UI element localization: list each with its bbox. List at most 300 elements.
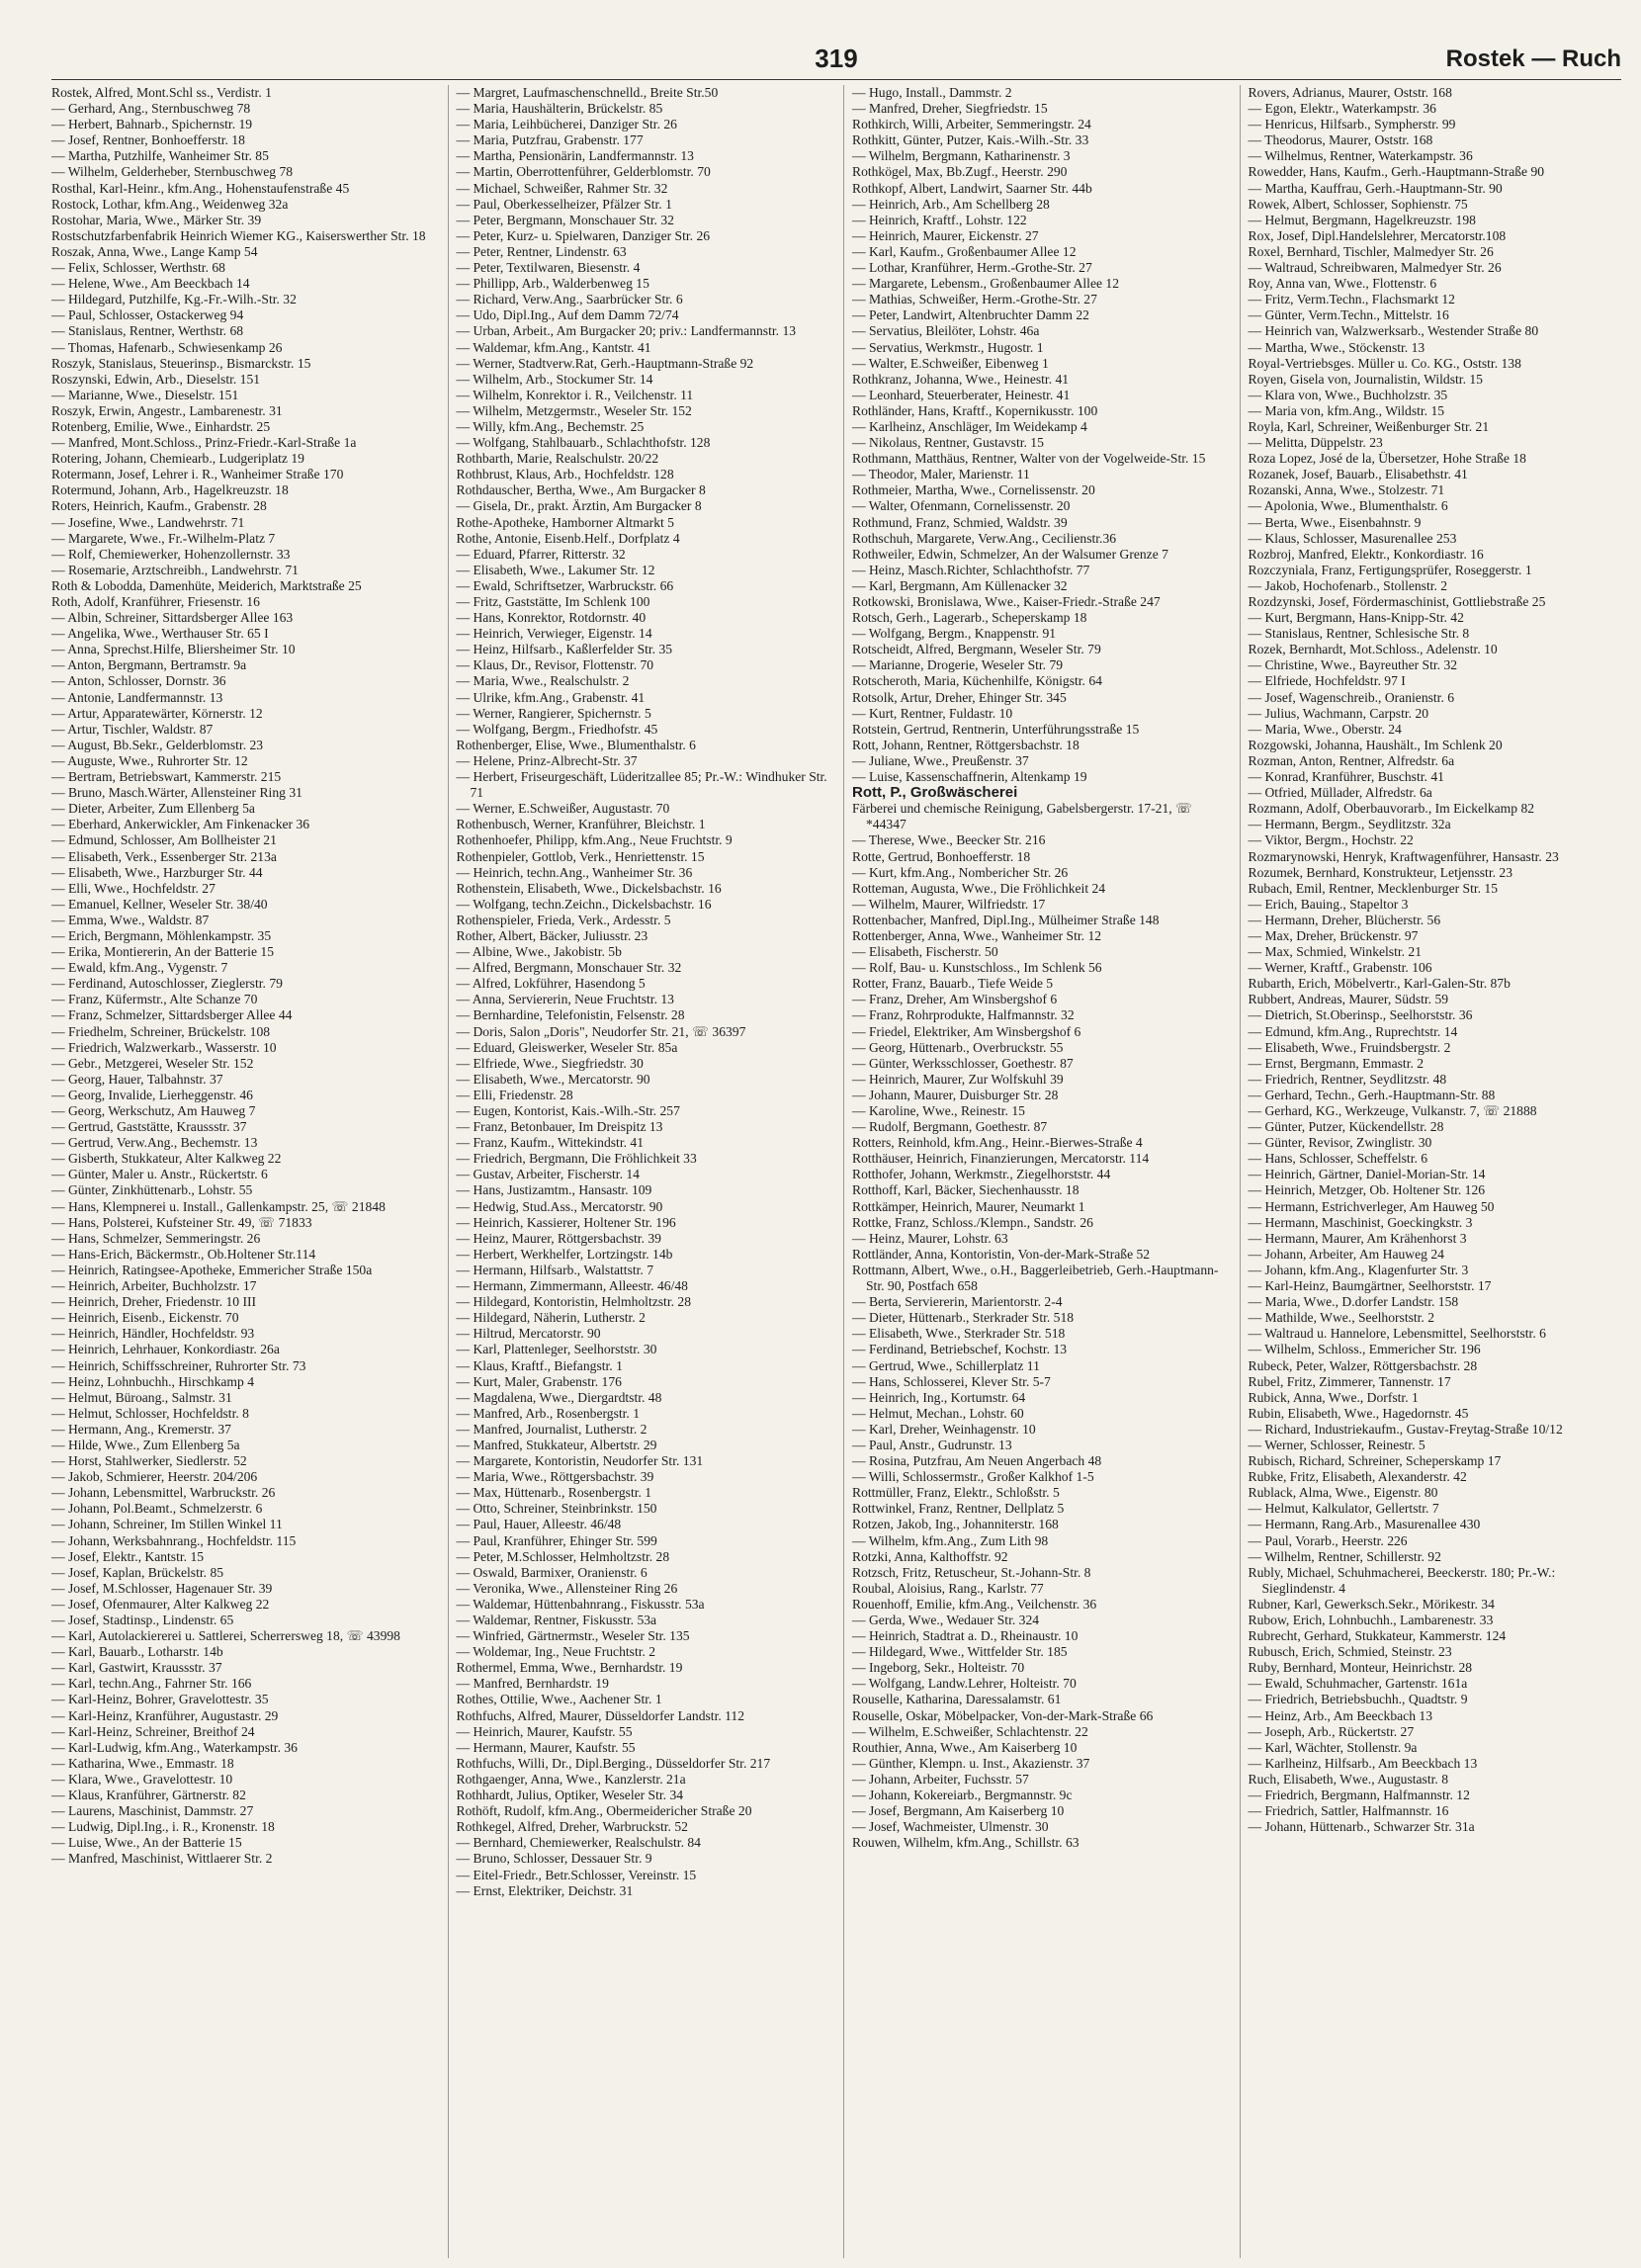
directory-entry: — Klaus, Dr., Revisor, Flottenstr. 70 — [456, 657, 654, 673]
directory-entry: — Hans, Konrektor, Rotdornstr. 40 — [456, 610, 647, 626]
directory-entry: — Manfred, Maschinist, Wittlaerer Str. 2 — [51, 1851, 273, 1867]
directory-entry: Rothkirch, Willi, Arbeiter, Semmeringstr. 24 — [852, 117, 1091, 132]
directory-entry: — Julius, Wachmann, Carpstr. 20 — [1248, 705, 1429, 721]
directory-entry: Rottke, Franz, Schloss./Klempn., Sandstr. 26 — [852, 1214, 1093, 1230]
directory-entry: — Herbert, Werkhelfer, Lortzingstr. 14b — [456, 1246, 673, 1262]
directory-entry: Rotscheidt, Alfred, Bergmann, Weseler Str. 79 — [852, 642, 1101, 657]
directory-entry: Rozdzynski, Josef, Fördermaschinist, Gottliebstraße 25 — [1248, 594, 1546, 609]
directory-entry: Rotering, Johann, Chemiearb., Ludgeriplatz 19 — [51, 451, 304, 467]
directory-entry: — Wilhelm, Arb., Stockumer Str. 14 — [456, 371, 653, 387]
directory-entry: — Melitta, Düppelstr. 23 — [1248, 435, 1383, 451]
directory-entry: — Heinrich, Maurer, Kaufstr. 55 — [456, 1723, 633, 1739]
directory-entry: — Werner, Stadtverw.Rat, Gerh.-Hauptmann-Straße 92 — [456, 355, 754, 371]
directory-entry: — Manfred, Bernhardstr. 19 — [456, 1676, 609, 1692]
directory-entry: — Lothar, Kranführer, Herm.-Grothe-Str. 27 — [852, 260, 1092, 276]
directory-entry: Rouenhoff, Emilie, kfm.Ang., Veilchenstr. 36 — [852, 1596, 1097, 1612]
directory-entry: — Anton, Bergmann, Bertramstr. 9a — [51, 657, 247, 673]
directory-entry: — Ernst, Bergmann, Emmastr. 2 — [1248, 1055, 1425, 1071]
directory-entry: — Hermann, Dreher, Blücherstr. 56 — [1248, 912, 1441, 927]
directory-entry: — Hilde, Wwe., Zum Ellenberg 5a — [51, 1437, 240, 1452]
directory-entry: — Martha, Pensionärin, Landfermannstr. 13 — [456, 148, 694, 164]
directory-entry: — Heinz, Maurer, Röttgersbachstr. 39 — [456, 1230, 661, 1246]
directory-entry: — Artur, Apparatewärter, Körnerstr. 12 — [51, 705, 263, 721]
directory-entry: Rothbrust, Klaus, Arb., Hochfeldstr. 128 — [456, 467, 674, 482]
directory-entry: — Michael, Schweißer, Rahmer Str. 32 — [456, 180, 668, 196]
directory-entry: — Hermann, Maschinist, Goeckingkstr. 3 — [1248, 1214, 1473, 1230]
directory-entry: Rozczyniala, Franz, Fertigungsprüfer, Roseggerstr. 1 — [1248, 562, 1532, 577]
directory-entry: Rotthoff, Karl, Bäcker, Siechenhausstr. 18 — [852, 1182, 1080, 1198]
directory-entry: Rothenstein, Elisabeth, Wwe., Dickelsbachstr. 16 — [456, 880, 722, 896]
directory-entry: Rothmund, Franz, Schmied, Waldstr. 39 — [852, 514, 1068, 530]
directory-entry: — Johann, Arbeiter, Fuchsstr. 57 — [852, 1771, 1029, 1787]
directory-entry: — Margarete, Wwe., Fr.-Wilhelm-Platz 7 — [51, 530, 276, 546]
directory-entry: — Antonie, Landfermannstr. 13 — [51, 689, 223, 705]
directory-entry: — Maria, Wwe., Röttgersbachstr. 39 — [456, 1469, 654, 1485]
directory-entry: — Karl, Wächter, Stollenstr. 9a — [1248, 1739, 1418, 1755]
directory-entry: — Johann, Kokereiarb., Bergmannstr. 9c — [852, 1788, 1073, 1803]
directory-entry: — Ferdinand, Autoschlosser, Zieglerstr. 79 — [51, 976, 283, 992]
directory-entry: Rothdauscher, Bertha, Wwe., Am Burgacker 8 — [456, 482, 706, 498]
directory-entry: — Karl, Dreher, Weinhagenstr. 10 — [852, 1421, 1036, 1437]
directory-entry: — Karl, Bauarb., Lotharstr. 14b — [51, 1644, 223, 1660]
directory-entry: Rothmann, Matthäus, Rentner, Walter von der Vogelweide-Str. 15 — [852, 451, 1206, 467]
directory-entry: — Rudolf, Bergmann, Goethestr. 87 — [852, 1119, 1048, 1135]
directory-entry: — Hans, Justizamtm., Hansastr. 109 — [456, 1182, 652, 1198]
directory-entry: — Christine, Wwe., Bayreuther Str. 32 — [1248, 657, 1458, 673]
directory-entry: Rubick, Anna, Wwe., Dorfstr. 1 — [1248, 1389, 1419, 1405]
directory-entry: Rotkowski, Bronislawa, Wwe., Kaiser-Friedr.-Straße 247 — [852, 594, 1161, 609]
directory-entry: — Martin, Oberrottenführer, Gelderblomstr. 70 — [456, 164, 711, 180]
directory-entry: — Gebr., Metzgerei, Weseler Str. 152 — [51, 1055, 254, 1071]
directory-entry: — Walter, E.Schweißer, Eibenweg 1 — [852, 355, 1049, 371]
directory-entry: Rozanek, Josef, Bauarb., Elisabethstr. 41 — [1248, 467, 1468, 482]
directory-entry: Roszak, Anna, Wwe., Lange Kamp 54 — [51, 243, 258, 259]
directory-entry: — Luise, Wwe., An der Batterie 15 — [51, 1835, 242, 1851]
directory-entry: — Helene, Wwe., Am Beeckbach 14 — [51, 276, 250, 292]
directory-entry: — Heinrich, Arb., Am Schellberg 28 — [852, 196, 1050, 212]
directory-entry: Rotsolk, Artur, Dreher, Ehinger Str. 345 — [852, 689, 1067, 705]
directory-entry: — Max, Schmied, Winkelstr. 21 — [1248, 944, 1423, 960]
directory-entry: — Hermann, Ang., Kremerstr. 37 — [51, 1421, 231, 1437]
directory-entry: — Günter, Putzer, Kückendellstr. 28 — [1248, 1119, 1444, 1135]
directory-entry: — Richard, Verw.Ang., Saarbrücker Str. 6 — [456, 292, 683, 307]
directory-entry: — Leonhard, Steuerberater, Heinestr. 41 — [852, 387, 1071, 402]
directory-entry: — Karlheinz, Hilfsarb., Am Beeckbach 13 — [1248, 1755, 1478, 1771]
directory-entry: — Karl, Bergmann, Am Küllenacker 32 — [852, 577, 1068, 593]
directory-entry: Rubel, Fritz, Zimmerer, Tannenstr. 17 — [1248, 1373, 1451, 1389]
directory-entry: Rotscheroth, Maria, Küchenhilfe, Königstr. 64 — [852, 673, 1102, 689]
directory-entry: Rothe-Apotheke, Hamborner Altmarkt 5 — [456, 514, 674, 530]
directory-entry: Roters, Heinrich, Kaufm., Grabenstr. 28 — [51, 498, 267, 514]
directory-entry: — Dieter, Arbeiter, Zum Ellenberg 5a — [51, 801, 255, 817]
directory-entry: — Ulrike, kfm.Ang., Grabenstr. 41 — [456, 689, 646, 705]
directory-entry: Rotsch, Gerh., Lagerarb., Scheperskamp 18 — [852, 610, 1087, 626]
directory-entry: — Jakob, Hochofenarb., Stollenstr. 2 — [1248, 577, 1448, 593]
directory-entry: — Therese, Wwe., Beecker Str. 216 — [852, 832, 1046, 848]
directory-entry: Rozek, Bernhardt, Mot.Schloss., Adelenstr. 10 — [1248, 642, 1498, 657]
directory-entry: — Max, Hüttenarb., Rosenbergstr. 1 — [456, 1485, 652, 1501]
directory-entry: — Walter, Ofenmann, Cornelissenstr. 20 — [852, 498, 1071, 514]
directory-entry: — Günter, Werksschlosser, Goethestr. 87 — [852, 1055, 1074, 1071]
directory-entry: — Waltraud, Schreibwaren, Malmedyer Str. 26 — [1248, 260, 1502, 276]
directory-entry: — Angelika, Wwe., Werthauser Str. 65 I — [51, 626, 269, 642]
directory-entry: — Maria, Wwe., Oberstr. 24 — [1248, 721, 1402, 737]
directory-entry: Roubal, Aloisius, Rang., Karlstr. 77 — [852, 1580, 1044, 1596]
directory-entry: Rubly, Michael, Schuhmacherei, Beeckerstr. 180; Pr.-W.: Sieglindenstr. 4 — [1248, 1564, 1556, 1596]
directory-entry: — Heinrich, techn.Ang., Wanheimer Str. 36 — [456, 864, 693, 880]
directory-entry: Rothkranz, Johanna, Wwe., Heinestr. 41 — [852, 371, 1070, 387]
column-4 — [1240, 85, 1622, 2258]
directory-entry: Rox, Josef, Dipl.Handelslehrer, Mercatorstr.108 — [1248, 227, 1507, 243]
directory-entry: — Willi, Schlossermstr., Großer Kalkhof 1-5 — [852, 1469, 1094, 1485]
directory-entry: — Günter, Revisor, Zwinglistr. 30 — [1248, 1135, 1432, 1151]
directory-entry: — Theodorus, Maurer, Oststr. 168 — [1248, 132, 1433, 148]
directory-entry: — Maria, Putzfrau, Grabenstr. 177 — [456, 132, 644, 148]
directory-entry: Rothfuchs, Willi, Dr., Dipl.Berging., Düsseldorfer Str. 217 — [456, 1755, 771, 1771]
directory-entry: — Erich, Bauing., Stapeltor 3 — [1248, 896, 1409, 912]
directory-entry: Roszyk, Erwin, Angestr., Lambarenestr. 31 — [51, 402, 283, 418]
directory-entry: — Josef, Rentner, Bonhoefferstr. 18 — [51, 132, 245, 148]
directory-entry: — Hermann, Maurer, Kaufstr. 55 — [456, 1739, 636, 1755]
directory-entry: — Konrad, Kranführer, Buschstr. 41 — [1248, 769, 1444, 785]
directory-entry: — Gerhard, Ang., Sternbuschweg 78 — [51, 101, 251, 117]
directory-entry: — Hildegard, Näherin, Lutherstr. 2 — [456, 1310, 646, 1326]
directory-entry: — Dietrich, St.Oberinsp., Seelhorststr. 36 — [1248, 1007, 1473, 1023]
directory-entry: — Paul, Hauer, Alleestr. 46/48 — [456, 1517, 622, 1532]
directory-entry: — Peter, Rentner, Lindenstr. 63 — [456, 243, 627, 259]
directory-entry: Rottmüller, Franz, Elektr., Schloßstr. 5 — [852, 1485, 1060, 1501]
directory-entry: — Richard, Industriekaufm., Gustav-Freytag-Straße 10/12 — [1248, 1421, 1563, 1437]
directory-entry: — Karoline, Wwe., Reinestr. 15 — [852, 1103, 1025, 1118]
directory-entry: — Maria, Leihbücherei, Danziger Str. 26 — [456, 117, 677, 132]
directory-entry: Rozanski, Anna, Wwe., Stolzestr. 71 — [1248, 482, 1445, 498]
directory-entry: Rubusch, Erich, Schmied, Steinstr. 23 — [1248, 1644, 1452, 1660]
directory-entry: — Karl, Plattenleger, Seelhorststr. 30 — [456, 1342, 657, 1357]
directory-entry: — Josef, Elektr., Kantstr. 15 — [51, 1548, 205, 1564]
directory-entry: — Heinrich, Lehrhauer, Konkordiastr. 26a — [51, 1342, 280, 1357]
directory-entry: — Helmut, Mechan., Lohstr. 60 — [852, 1405, 1024, 1421]
directory-entry: — Wilhelm, kfm.Ang., Zum Lith 98 — [852, 1532, 1049, 1548]
directory-entry: Rottkämper, Heinrich, Maurer, Neumarkt 1 — [852, 1198, 1085, 1214]
directory-entry: — Doris, Salon „Doris", Neudorfer Str. 21, ☏ 36397 — [456, 1023, 746, 1039]
directory-entry: Rubisch, Richard, Schreiner, Scheperskamp 17 — [1248, 1453, 1502, 1469]
directory-entry: — Mathilde, Wwe., Seelhorststr. 2 — [1248, 1310, 1435, 1326]
directory-entry: — Heinrich, Schiffsschreiner, Ruhrorter Str. 73 — [51, 1357, 306, 1373]
directory-entry: Roth & Lobodda, Damenhüte, Meiderich, Marktstraße 25 — [51, 577, 362, 593]
directory-entry: — Georg, Invalide, Lierheggenstr. 46 — [51, 1087, 253, 1102]
column-2 — [448, 85, 830, 2258]
directory-entry: — Eitel-Friedr., Betr.Schlosser, Vereinstr. 15 — [456, 1867, 697, 1882]
directory-entry: — Josef, Wachmeister, Ulmenstr. 30 — [852, 1819, 1049, 1835]
directory-entry: — Wolfgang, Landw.Lehrer, Holteistr. 70 — [852, 1676, 1077, 1692]
directory-entry: — Jakob, Schmierer, Heerstr. 204/206 — [51, 1469, 258, 1485]
directory-entry: — Ewald, Schuhmacher, Gartenstr. 161a — [1248, 1676, 1468, 1692]
directory-entry: — Georg, Werkschutz, Am Hauweg 7 — [51, 1103, 256, 1118]
directory-entry: Rothermel, Emma, Wwe., Bernhardstr. 19 — [456, 1660, 683, 1676]
directory-entry: — Karl-Heinz, Kranführer, Augustastr. 29 — [51, 1707, 279, 1723]
directory-entry: — Elisabeth, Verk., Essenberger Str. 213a — [51, 848, 277, 864]
directory-entry: Rothmeier, Martha, Wwe., Cornelissenstr. 20 — [852, 482, 1095, 498]
directory-entry: — Karl-Heinz, Bohrer, Gravelottestr. 35 — [51, 1692, 269, 1707]
directory-entry: — Margret, Laufmaschenschnelld., Breite Str.50 — [456, 85, 719, 100]
directory-entry: — Eugen, Kontorist, Kais.-Wilh.-Str. 257 — [456, 1103, 680, 1118]
directory-entry: — Wolfgang, Stahlbauarb., Schlachthofstr. 128 — [456, 435, 711, 451]
directory-entry: — Friedel, Elektriker, Am Winsbergshof 6 — [852, 1023, 1081, 1039]
directory-entry: — Oswald, Barmixer, Oranienstr. 6 — [456, 1564, 648, 1580]
directory-entry: Rotters, Reinhold, kfm.Ang., Heinr.-Bierwes-Straße 4 — [852, 1135, 1143, 1151]
directory-entry: — Franz, Betonbauer, Im Dreispitz 13 — [456, 1119, 663, 1135]
directory-entry: — Heinrich, Ing., Kortumstr. 64 — [852, 1389, 1026, 1405]
directory-entry: — Karl-Heinz, Baumgärtner, Seelhorststr. 17 — [1248, 1278, 1492, 1294]
directory-entry: — Helmut, Bergmann, Hagelkreuzstr. 198 — [1248, 212, 1476, 227]
directory-entry: — Karl-Heinz, Schreiner, Breithof 24 — [51, 1723, 255, 1739]
directory-entry: Rothenpieler, Gottlob, Verk., Henriettenstr. 15 — [456, 848, 705, 864]
directory-entry: — Hermann, Estrichverleger, Am Hauweg 50 — [1248, 1198, 1495, 1214]
directory-entry: Rubin, Elisabeth, Wwe., Hagedornstr. 45 — [1248, 1405, 1469, 1421]
directory-entry: — Johann, Maurer, Duisburger Str. 28 — [852, 1087, 1059, 1102]
directory-entry: — Servatius, Bleilöter, Lohstr. 46a — [852, 323, 1040, 339]
directory-entry: — Paul, Schlosser, Ostackerweg 94 — [51, 307, 244, 323]
directory-entry: — Johann, Schreiner, Im Stillen Winkel 11 — [51, 1517, 283, 1532]
directory-entry: Rotzen, Jakob, Ing., Johanniterstr. 168 — [852, 1517, 1059, 1532]
directory-entry: — Martha, Kauffrau, Gerh.-Hauptmann-Str. 90 — [1248, 180, 1503, 196]
directory-entry: — Wilhelm, Schloss., Emmericher Str. 196 — [1248, 1342, 1481, 1357]
directory-entry: — Horst, Stahlwerker, Siedlerstr. 52 — [51, 1453, 247, 1469]
directory-entry: — Hildegard, Putzhilfe, Kg.-Fr.-Wilh.-Str. 32 — [51, 292, 297, 307]
directory-entry: — Elisabeth, Wwe., Lakumer Str. 12 — [456, 562, 655, 577]
directory-entry: Rottwinkel, Franz, Rentner, Dellplatz 5 — [852, 1501, 1065, 1517]
directory-entry: — Helmut, Kalkulator, Gellertstr. 7 — [1248, 1501, 1439, 1517]
directory-entry: — Heinrich, Maurer, Eickenstr. 27 — [852, 227, 1039, 243]
directory-entry: — Elli, Friedenstr. 28 — [456, 1087, 573, 1102]
directory-entry: — Herbert, Bahnarb., Spichernstr. 19 — [51, 117, 253, 132]
directory-entry: Rothschuh, Margarete, Verw.Ang., Cecilienstr.36 — [852, 530, 1117, 546]
directory-entry: — Magdalena, Wwe., Diergardtstr. 48 — [456, 1389, 662, 1405]
directory-columns — [51, 85, 1621, 2258]
directory-entry: — Wilhelm, Bergmann, Katharinenstr. 3 — [852, 148, 1071, 164]
directory-entry: — Franz, Rohrprodukte, Halfmannstr. 32 — [852, 1007, 1075, 1023]
directory-entry: — Josef, Wagenschreib., Oranienstr. 6 — [1248, 689, 1455, 705]
directory-entry: — August, Bb.Sekr., Gelderblomstr. 23 — [51, 737, 264, 752]
directory-entry: — Heinz, Maurer, Lohstr. 63 — [852, 1230, 1008, 1246]
directory-entry: Rottmann, Albert, Wwe., o.H., Baggerleibetrieb, Gerh.-Hauptmann-Str. 90, Postfach 658 — [852, 1262, 1219, 1294]
directory-entry: — Gertrud, Wwe., Schillerplatz 11 — [852, 1357, 1040, 1373]
directory-entry: Royal-Vertriebsges. Müller u. Co. KG., Oststr. 138 — [1248, 355, 1521, 371]
directory-entry: Rothes, Ottilie, Wwe., Aachener Str. 1 — [456, 1692, 662, 1707]
directory-entry: — Rolf, Chemiewerker, Hohenzollernstr. 33 — [51, 546, 291, 562]
directory-entry: — Georg, Hauer, Talbahnstr. 37 — [51, 1071, 223, 1087]
directory-entry: — Wilhelm, Metzgermstr., Weseler Str. 152 — [456, 402, 692, 418]
directory-entry: — Karl, Kaufm., Großenbaumer Allee 12 — [852, 243, 1077, 259]
directory-entry: — Felix, Schlosser, Werthstr. 68 — [51, 260, 225, 276]
directory-entry: — Klaus, Schlosser, Masurenallee 253 — [1248, 530, 1457, 546]
directory-entry: — Elisabeth, Wwe., Sterkrader Str. 518 — [852, 1326, 1066, 1342]
directory-entry: — Otfried, Müllader, Alfredstr. 6a — [1248, 785, 1432, 801]
directory-entry: — Viktor, Bergm., Hochstr. 22 — [1248, 832, 1414, 848]
directory-entry: — Franz, Küfermstr., Alte Schanze 70 — [51, 992, 258, 1007]
directory-entry: — Artur, Tischler, Waldstr. 87 — [51, 721, 214, 737]
directory-entry: Rothenspieler, Frieda, Verk., Ardesstr. 5 — [456, 912, 671, 927]
directory-entry: — Hans, Klempnerei u. Install., Gallenkampstr. 25, ☏ 21848 — [51, 1198, 386, 1214]
directory-entry: — Josef, Kaplan, Brückelstr. 85 — [51, 1564, 224, 1580]
directory-entry: — Heinrich, Arbeiter, Buchholzstr. 17 — [51, 1278, 257, 1294]
directory-entry: — Heinrich, Dreher, Friedenstr. 10 III — [51, 1294, 257, 1310]
directory-entry: Rozmarynowski, Henryk, Kraftwagenführer, Hansastr. 23 — [1248, 848, 1559, 864]
directory-entry: — Peter, Kurz- u. Spielwaren, Danziger Str. 26 — [456, 227, 711, 243]
directory-entry: Rubbert, Andreas, Maurer, Südstr. 59 — [1248, 992, 1449, 1007]
directory-entry: — Heinrich, Verwieger, Eigenstr. 14 — [456, 626, 652, 642]
directory-entry: — Winfried, Gärtnermstr., Weseler Str. 135 — [456, 1628, 690, 1644]
directory-entry: — Edmund, Schlosser, Am Bollheister 21 — [51, 832, 277, 848]
directory-entry: — Margarete, Kontoristin, Neudorfer Str. 131 — [456, 1453, 704, 1469]
directory-entry: — Veronika, Wwe., Allensteiner Ring 26 — [456, 1580, 678, 1596]
directory-entry: Rotteman, Augusta, Wwe., Die Fröhlichkeit 24 — [852, 880, 1106, 896]
directory-entry: — Günther, Klempn. u. Inst., Akazienstr. 37 — [852, 1755, 1090, 1771]
directory-entry: — Urban, Arbeit., Am Burgacker 20; priv.: Landfermannstr. 13 — [456, 323, 797, 339]
directory-entry: — Manfred, Dreher, Siegfriedstr. 15 — [852, 101, 1048, 117]
running-head: Rostek — Ruch — [1445, 45, 1621, 72]
directory-entry: Rothkegel, Alfred, Dreher, Warbruckstr. 52 — [456, 1819, 688, 1835]
directory-entry: — Peter, M.Schlosser, Helmholtzstr. 28 — [456, 1548, 670, 1564]
directory-entry: — Paul, Vorarb., Heerstr. 226 — [1248, 1532, 1408, 1548]
directory-entry: — Fritz, Verm.Techn., Flachsmarkt 12 — [1248, 292, 1455, 307]
directory-entry: Royla, Karl, Schreiner, Weißenburger Str. 21 — [1248, 418, 1490, 434]
directory-entry: — Gerhard, KG., Werkzeuge, Vulkanstr. 7, ☏ 21888 — [1248, 1103, 1537, 1118]
directory-entry: — Maria, Haushälterin, Brückelstr. 85 — [456, 101, 663, 117]
directory-entry: — Wilhelm, Maurer, Wilfriedstr. 17 — [852, 896, 1046, 912]
directory-entry: — Ewald, kfm.Ang., Vygenstr. 7 — [51, 960, 228, 976]
directory-entry: — Max, Dreher, Brückenstr. 97 — [1248, 927, 1419, 943]
directory-entry: Rothhardt, Julius, Optiker, Weseler Str. 34 — [456, 1788, 684, 1803]
directory-entry: Rothgaenger, Anna, Wwe., Kanzlerstr. 21a — [456, 1771, 686, 1787]
directory-entry: Rosthal, Karl-Heinr., kfm.Ang., Hohenstaufenstraße 45 — [51, 180, 350, 196]
directory-entry: Rothenberger, Elise, Wwe., Blumenthalstr. 6 — [456, 737, 696, 752]
directory-entry: — Wilhelm, Rentner, Schillerstr. 92 — [1248, 1548, 1441, 1564]
directory-entry: — Theodor, Maler, Marienstr. 11 — [852, 467, 1030, 482]
directory-entry: — Maria, Wwe., D.dorfer Landstr. 158 — [1248, 1294, 1459, 1310]
directory-entry: — Johann, kfm.Ang., Klagenfurter Str. 3 — [1248, 1262, 1469, 1277]
directory-entry: — Stanislaus, Rentner, Werthstr. 68 — [51, 323, 244, 339]
directory-entry: — Rosina, Putzfrau, Am Neuen Angerbach 48 — [852, 1453, 1102, 1469]
directory-entry: — Ewald, Schriftsetzer, Warbruckstr. 66 — [456, 577, 674, 593]
directory-entry: Rothenbusch, Werner, Kranführer, Bleichstr. 1 — [456, 817, 706, 832]
directory-entry: Rotermann, Josef, Lehrer i. R., Wanheimer Straße 170 — [51, 467, 344, 482]
directory-entry: Rotthäuser, Heinrich, Finanzierungen, Mercatorstr. 114 — [852, 1151, 1150, 1167]
directory-entry: — Rolf, Bau- u. Kunstschloss., Im Schlenk 56 — [852, 960, 1102, 976]
directory-entry: — Laurens, Maschinist, Dammstr. 27 — [51, 1803, 254, 1819]
directory-entry: — Peter, Bergmann, Monschauer Str. 32 — [456, 212, 674, 227]
directory-entry: — Erika, Montiererin, An der Batterie 15 — [51, 944, 274, 960]
directory-entry: — Eduard, Gleiswerker, Weseler Str. 85a — [456, 1039, 678, 1055]
directory-entry: — Heinz, Lohnbuchh., Hirschkamp 4 — [51, 1373, 254, 1389]
directory-entry: Rowedder, Hans, Kaufm., Gerh.-Hauptmann-Straße 90 — [1248, 164, 1545, 180]
directory-entry: Rouselle, Oskar, Möbelpacker, Von-der-Mark-Straße 66 — [852, 1707, 1154, 1723]
directory-entry: — Paul, Anstr., Gudrunstr. 13 — [852, 1437, 1012, 1452]
directory-entry: — Hans-Erich, Bäckermstr., Ob.Holtener Str.114 — [51, 1246, 316, 1262]
directory-entry: — Hiltrud, Mercatorstr. 90 — [456, 1326, 601, 1342]
directory-entry: Rubner, Karl, Gewerksch.Sekr., Mörikestr. 34 — [1248, 1596, 1495, 1612]
directory-entry: — Thomas, Hafenarb., Schwiesenkamp 26 — [51, 339, 283, 355]
directory-entry: — Josef, Stadtinsp., Lindenstr. 65 — [51, 1613, 234, 1627]
directory-entry: — Günter, Verm.Techn., Mittelstr. 16 — [1248, 307, 1449, 323]
directory-entry: Rozmann, Adolf, Oberbauvorarb., Im Eickelkamp 82 — [1248, 801, 1535, 817]
directory-entry: — Elisabeth, Fischerstr. 50 — [852, 944, 998, 960]
column-1 — [51, 85, 434, 2258]
directory-entry: — Ludwig, Dipl.Ing., i. R., Kronenstr. 18 — [51, 1819, 275, 1835]
directory-entry: — Waldemar, Hüttenbahnrang., Fiskusstr. 53a — [456, 1596, 705, 1612]
directory-entry: — Manfred, Mont.Schloss., Prinz-Friedr.-Karl-Straße 1a — [51, 435, 357, 451]
directory-entry: Rotte, Gertrud, Bonhoefferstr. 18 — [852, 848, 1031, 864]
directory-entry: Rouselle, Katharina, Daressalamstr. 61 — [852, 1692, 1062, 1707]
directory-entry: — Helmut, Büroang., Salmstr. 31 — [51, 1389, 232, 1405]
directory-entry: — Anna, Serviererin, Neue Fruchtstr. 13 — [456, 992, 674, 1007]
directory-entry: Ruch, Elisabeth, Wwe., Augustastr. 8 — [1248, 1771, 1448, 1787]
directory-entry: Rubach, Emil, Rentner, Mecklenburger Str. 15 — [1248, 880, 1499, 896]
directory-entry: — Josef, Bergmann, Am Kaiserberg 10 — [852, 1803, 1065, 1819]
directory-entry: — Hermann, Hilfsarb., Walstattstr. 7 — [456, 1262, 654, 1277]
directory-entry: — Josef, Ofenmaurer, Alter Kalkweg 22 — [51, 1596, 270, 1612]
directory-entry: — Maria, Wwe., Realschulstr. 2 — [456, 673, 630, 689]
directory-entry: — Hermann, Bergm., Seydlitzstr. 32a — [1248, 817, 1451, 832]
directory-entry: — Günter, Zinkhüttenarb., Lohstr. 55 — [51, 1182, 253, 1198]
directory-entry: — Werner, Kraftf., Grabenstr. 106 — [1248, 960, 1432, 976]
directory-entry: — Gerhard, Techn., Gerh.-Hauptmann-Str. 88 — [1248, 1087, 1496, 1102]
directory-entry: — Peter, Textilwaren, Biesenstr. 4 — [456, 260, 641, 276]
directory-entry: — Heinz, Arb., Am Beeckbach 13 — [1248, 1707, 1432, 1723]
directory-entry: — Ernst, Elektriker, Deichstr. 31 — [456, 1882, 634, 1898]
directory-entry: — Josefine, Wwe., Landwehrstr. 71 — [51, 514, 245, 530]
directory-entry: — Manfred, Stukkateur, Albertstr. 29 — [456, 1437, 657, 1452]
directory-entry: — Hans, Schlosser, Scheffelstr. 6 — [1248, 1151, 1428, 1167]
directory-entry: — Elfriede, Wwe., Siegfriedstr. 30 — [456, 1055, 644, 1071]
directory-entry: — Elli, Wwe., Hochfeldstr. 27 — [51, 880, 216, 896]
directory-entry: — Martha, Putzhilfe, Wanheimer Str. 85 — [51, 148, 269, 164]
directory-entry: — Waldemar, Rentner, Fiskusstr. 53a — [456, 1613, 657, 1627]
directory-entry: — Stanislaus, Rentner, Schlesische Str. 8 — [1248, 626, 1470, 642]
directory-entry: — Hans, Schlosserei, Klever Str. 5-7 — [852, 1373, 1051, 1389]
directory-entry: — Heinz, Hilfsarb., Kaßlerfelder Str. 35 — [456, 642, 673, 657]
directory-entry: Rubarth, Erich, Möbelvertr., Karl-Galen-Str. 87b — [1248, 976, 1511, 992]
directory-entry: — Maria von, kfm.Ang., Wildstr. 15 — [1248, 402, 1445, 418]
directory-entry: — Waldemar, kfm.Ang., Kantstr. 41 — [456, 339, 651, 355]
directory-entry: — Gisela, Dr., prakt. Ärztin, Am Burgacker 8 — [456, 498, 702, 514]
directory-entry: — Heinrich, Kraftf., Lohstr. 122 — [852, 212, 1027, 227]
directory-entry: Rouwen, Wilhelm, kfm.Ang., Schillstr. 63 — [852, 1835, 1080, 1851]
directory-entry: — Friedrich, Bergmann, Die Fröhlichkeit 33 — [456, 1151, 697, 1167]
page-header — [51, 40, 1621, 80]
directory-entry: — Kurt, Rentner, Fuldastr. 10 — [852, 705, 1013, 721]
directory-entry: — Bruno, Masch.Wärter, Allensteiner Ring 31 — [51, 785, 302, 801]
directory-entry: Rothweiler, Edwin, Schmelzer, An der Walsumer Grenze 7 — [852, 546, 1168, 562]
directory-entry: — Werner, Rangierer, Spichernstr. 5 — [456, 705, 651, 721]
directory-entry: — Kurt, Maler, Grabenstr. 176 — [456, 1373, 622, 1389]
directory-entry: Rozgowski, Johanna, Haushält., Im Schlenk 20 — [1248, 737, 1503, 752]
directory-entry: — Luise, Kassenschaffnerin, Altenkamp 19 — [852, 769, 1087, 785]
directory-entry: Färberei und chemische Reinigung, Gabelsbergerstr. 17-21, ☏ *44347 — [852, 801, 1193, 832]
directory-entry: Roza Lopez, José de la, Übersetzer, Hohe Straße 18 — [1248, 451, 1526, 467]
directory-entry: Rubke, Fritz, Elisabeth, Alexanderstr. 42 — [1248, 1469, 1467, 1485]
directory-entry: Rozman, Anton, Rentner, Alfredstr. 6a — [1248, 752, 1455, 768]
directory-entry: — Wilhelm, Konrektor i. R., Veilchenstr. 11 — [456, 387, 694, 402]
directory-entry: Rothfuchs, Alfred, Maurer, Düsseldorfer Landstr. 112 — [456, 1707, 745, 1723]
directory-entry: — Hugo, Install., Dammstr. 2 — [852, 85, 1012, 100]
directory-entry: — Martha, Wwe., Stöckenstr. 13 — [1248, 339, 1425, 355]
directory-entry: — Werner, E.Schweißer, Augustastr. 70 — [456, 801, 670, 817]
directory-entry: — Eberhard, Ankerwickler, Am Finkenacker 36 — [51, 817, 310, 832]
directory-entry: — Elfriede, Hochfeldstr. 97 I — [1248, 673, 1406, 689]
directory-entry: Rostschutzfarbenfabrik Heinrich Wiemer KG., Kaiserswerther Str. 18 — [51, 227, 426, 243]
directory-entry: Rotzki, Anna, Kalthoffstr. 92 — [852, 1548, 1008, 1564]
